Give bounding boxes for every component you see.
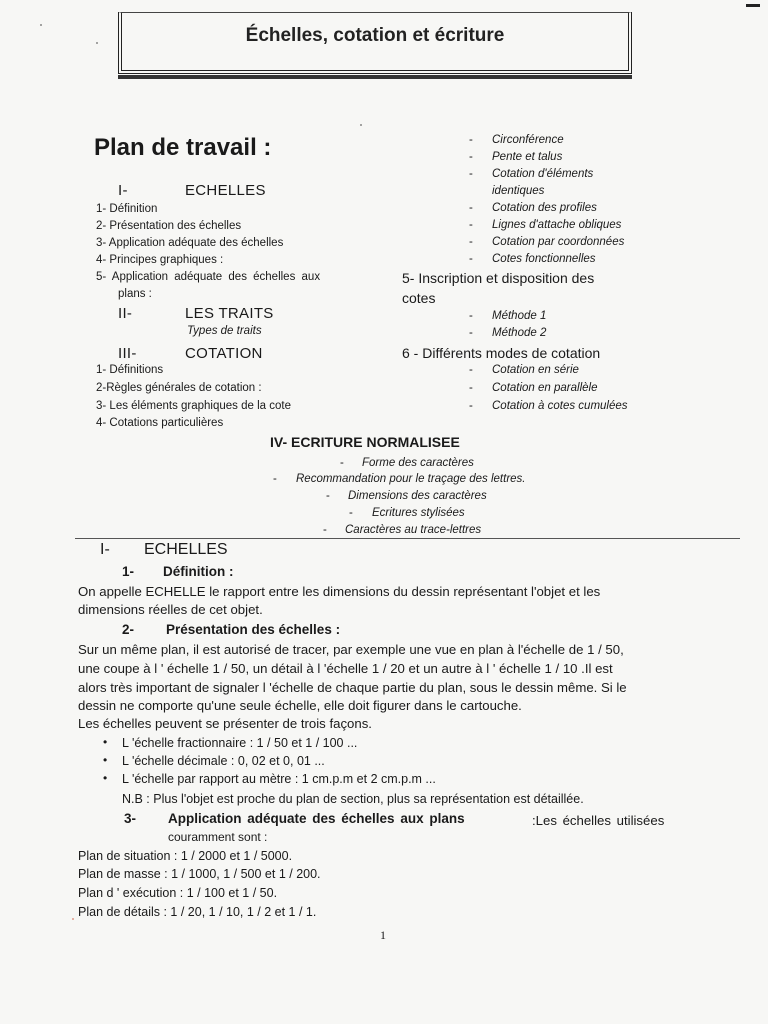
corner-mark: [746, 4, 760, 7]
bullet-item: L 'échelle décimale : 0, 02 et 0, 01 ...: [122, 754, 325, 768]
dash: -: [469, 364, 473, 376]
dash: -: [469, 168, 473, 180]
plan-subitem: Ecritures stylisées: [372, 507, 465, 519]
plan-item: plans :: [118, 288, 152, 300]
dash: -: [349, 507, 353, 519]
bullet: •: [103, 771, 108, 785]
paragraph-line: Sur un même plan, il est autorisé de tracer, par exemple une vue en plan à l'échelle de 1 / 50,: [78, 642, 624, 657]
plan-subitem: Pente et talus: [492, 151, 563, 163]
plan-subitem: Cotation des profiles: [492, 202, 597, 214]
dash: -: [323, 524, 327, 536]
document-title: Échelles, cotation et écriture: [245, 25, 505, 46]
page-number: 1: [380, 928, 386, 942]
section-3-label: COTATION: [185, 345, 263, 362]
plan-item: 2- Présentation des échelles: [96, 220, 242, 232]
plan-heading-5: 5- Inscription et disposition des: [402, 270, 595, 286]
content-section-number: I-: [100, 541, 110, 558]
plan-item: 1- Définitions: [96, 364, 164, 376]
plan-subitem: Recommandation pour le traçage des lettres.: [296, 473, 526, 485]
title-box: [118, 12, 632, 74]
subsection-3-number: 3-: [124, 811, 137, 826]
plan-heading-6: 6 - Différents modes de cotation: [402, 345, 601, 361]
scan-speck: [360, 124, 362, 126]
plan-item: 1- Définition: [96, 203, 158, 215]
dash: -: [469, 400, 473, 412]
plan-item: 4- Principes graphiques :: [96, 254, 224, 266]
plan-title: Plan de travail :: [94, 134, 272, 161]
paragraph-line: Les échelles peuvent se présenter de trois façons.: [78, 716, 372, 731]
dash: -: [273, 473, 277, 485]
subsection-3-title: Application adéquate des échelles aux plans: [168, 811, 465, 826]
plan-subitem: Caractères au trace-lettres: [345, 524, 482, 536]
dash: -: [469, 219, 473, 231]
plan-item: 3- Les éléments graphiques de la cote: [96, 400, 291, 412]
paragraph-line: dessin ne comporte qu'une seule échelle, elle doit figurer dans le cartouche.: [78, 698, 522, 713]
section-4-title: IV- ECRITURE NORMALISEE: [270, 434, 460, 450]
dash: -: [469, 382, 473, 394]
paragraph-line: On appelle ECHELLE le rapport entre les dimensions du dessin représentant l'objet et les: [78, 584, 601, 599]
plan-scale-line: Plan de situation : 1 / 2000 et 1 / 5000.: [78, 849, 293, 863]
dash: -: [469, 253, 473, 265]
subsection-1-title: Définition :: [163, 564, 234, 579]
scan-speck: [72, 918, 74, 920]
bullet-item: L 'échelle par rapport au mètre : 1 cm.p.m et 2 cm.p.m ...: [122, 772, 436, 786]
section-3-number: III-: [118, 345, 137, 362]
scan-speck: [96, 42, 98, 44]
section-2-number: II-: [118, 305, 133, 322]
subsection-2-title: Présentation des échelles :: [166, 622, 341, 637]
plan-scale-line: Plan d ' exécution : 1 / 100 et 1 / 50.: [78, 886, 278, 900]
plan-scale-line: Plan de détails : 1 / 20, 1 / 10, 1 / 2 et 1 / 1.: [78, 905, 317, 919]
subsection-3-line2: couramment sont :: [168, 830, 268, 844]
dash: -: [469, 134, 473, 146]
dash: -: [326, 490, 330, 502]
plan-subitem: Dimensions des caractères: [348, 490, 487, 502]
plan-subitem: Types de traits: [187, 325, 262, 337]
section-1-label: ECHELLES: [185, 182, 266, 199]
paragraph-line: dimensions réelles de cet objet.: [78, 602, 263, 617]
plan-subitem: Cotation d'éléments: [492, 168, 594, 180]
plan-heading-5-cont: cotes: [402, 290, 436, 306]
dash: -: [469, 151, 473, 163]
plan-subitem: Lignes d'attache obliques: [492, 219, 622, 231]
plan-subitem: Cotation en parallèle: [492, 382, 598, 394]
section-1-number: I-: [118, 182, 128, 199]
plan-item: 5- Application adéquate des échelles aux: [96, 271, 321, 283]
subsection-3-title-rest: :Les échelles utilisées: [532, 813, 665, 828]
plan-subitem: Cotation en série: [492, 364, 579, 376]
bullet: •: [103, 753, 108, 767]
subsection-1-number: 1-: [122, 564, 135, 579]
section-divider: [75, 538, 740, 539]
bullet: •: [103, 735, 108, 749]
plan-subitem: Méthode 2: [492, 327, 547, 339]
plan-item: 4- Cotations particulières: [96, 417, 224, 429]
section-2-label: LES TRAITS: [185, 305, 274, 322]
dash: -: [469, 236, 473, 248]
dash: -: [469, 327, 473, 339]
plan-subitem: Circonférence: [492, 134, 564, 146]
plan-subitem: identiques: [492, 185, 545, 197]
nb-note: N.B : Plus l'objet est proche du plan de section, plus sa représentation est détaillée.: [122, 792, 584, 806]
dash: -: [469, 202, 473, 214]
plan-item: 3- Application adéquate des échelles: [96, 237, 284, 249]
plan-subitem: Forme des caractères: [362, 457, 474, 469]
plan-scale-line: Plan de masse : 1 / 1000, 1 / 500 et 1 / 200.: [78, 867, 321, 881]
scan-speck: [40, 24, 42, 26]
bullet-item: L 'échelle fractionnaire : 1 / 50 et 1 / 100 ...: [122, 736, 358, 750]
plan-subitem: Cotation par coordonnées: [492, 236, 625, 248]
subsection-2-number: 2-: [122, 622, 135, 637]
plan-subitem: Méthode 1: [492, 310, 547, 322]
content-section-label: ECHELLES: [144, 541, 228, 558]
plan-item: 2-Règles générales de cotation :: [96, 382, 262, 394]
plan-subitem: Cotes fonctionnelles: [492, 253, 596, 265]
dash: -: [340, 457, 344, 469]
dash: -: [469, 310, 473, 322]
plan-subitem: Cotation à cotes cumulées: [492, 400, 628, 412]
paragraph-line: alors très important de signaler l 'échelle de chaque partie du plan, sous le dessin même. Si le: [78, 680, 627, 695]
paragraph-line: une coupe à l ' échelle 1 / 50, un détail à l 'échelle 1 / 20 et un autre à l ' échelle 1 / 10 .Il est: [78, 661, 613, 676]
